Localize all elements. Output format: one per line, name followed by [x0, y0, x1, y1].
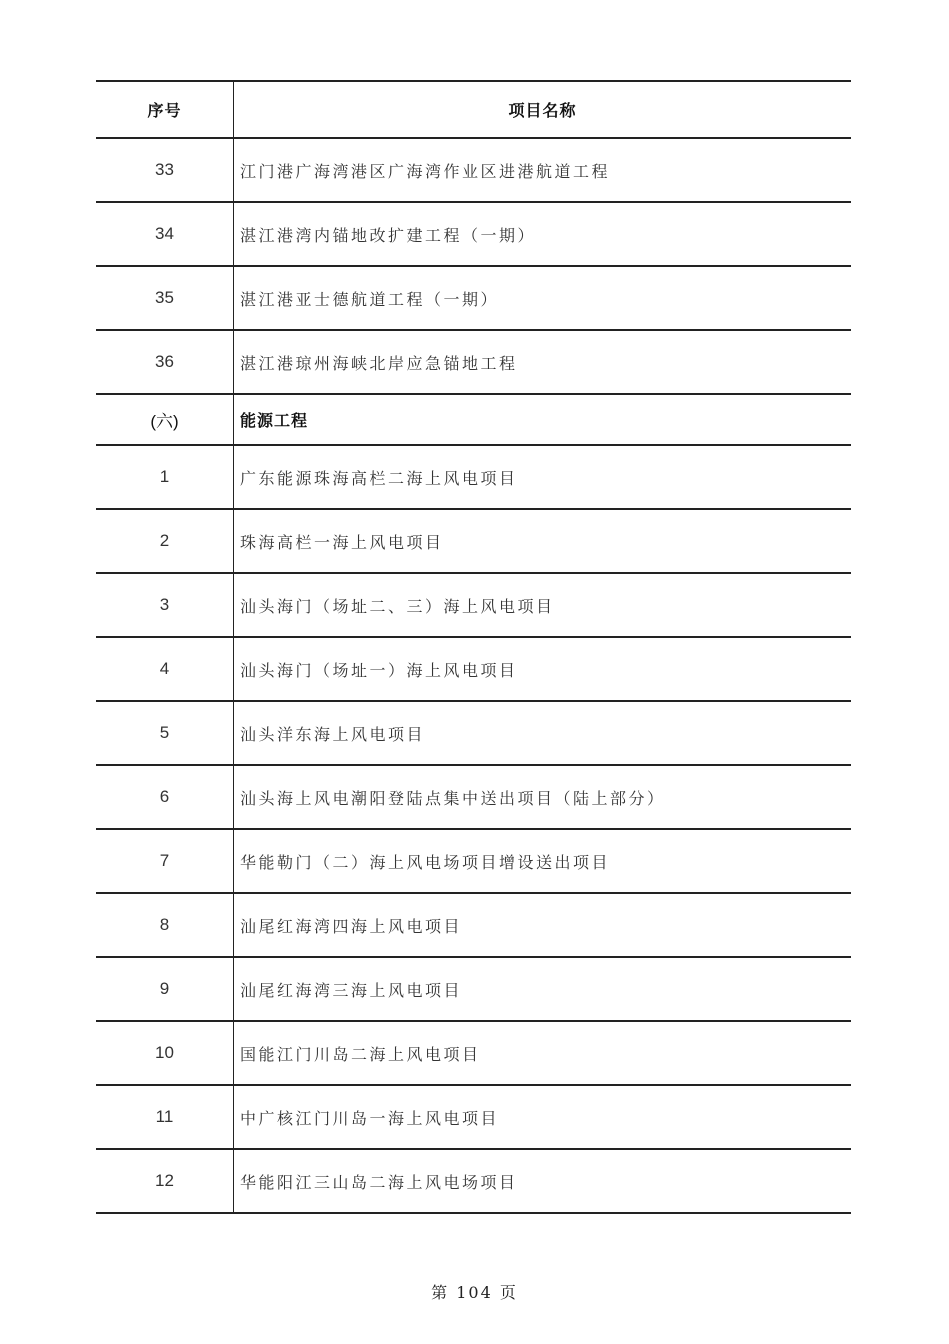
project-table — [96, 80, 851, 1214]
row-number: 1 — [96, 446, 234, 508]
row-name: 汕头洋东海上风电项目 — [240, 724, 426, 744]
row-number: 34 — [96, 203, 234, 265]
table-header-row — [96, 82, 851, 139]
row-number: 8 — [96, 894, 234, 956]
table-row — [96, 1150, 851, 1214]
section-row — [96, 395, 851, 446]
table-row — [96, 203, 851, 267]
row-name: 中广核江门川岛一海上风电项目 — [240, 1108, 500, 1128]
table-row — [96, 510, 851, 574]
row-name: 汕尾红海湾四海上风电项目 — [240, 916, 463, 936]
row-name: 江门港广海湾港区广海湾作业区进港航道工程 — [240, 161, 611, 181]
section-number: (六) — [96, 395, 234, 444]
row-number: 6 — [96, 766, 234, 828]
row-number: 35 — [96, 267, 234, 329]
row-name: 华能勒门（二）海上风电场项目增设送出项目 — [240, 852, 611, 872]
row-name: 汕头海上风电潮阳登陆点集中送出项目（陆上部分） — [240, 788, 666, 808]
table-row — [96, 958, 851, 1022]
table-row — [96, 830, 851, 894]
row-name: 汕头海门（场址一）海上风电项目 — [240, 660, 518, 680]
row-number: 33 — [96, 139, 234, 201]
table-row — [96, 702, 851, 766]
row-number: 12 — [96, 1150, 234, 1212]
row-name: 广东能源珠海高栏二海上风电项目 — [240, 468, 518, 488]
table-row — [96, 574, 851, 638]
row-number: 4 — [96, 638, 234, 700]
table-row — [96, 331, 851, 395]
row-number: 5 — [96, 702, 234, 764]
row-number: 11 — [96, 1086, 234, 1148]
table-row — [96, 267, 851, 331]
table-row — [96, 638, 851, 702]
table-row — [96, 894, 851, 958]
section-title: 能源工程 — [240, 411, 309, 430]
table-row — [96, 1022, 851, 1086]
table-row — [96, 1086, 851, 1150]
row-number: 2 — [96, 510, 234, 572]
table-row — [96, 766, 851, 830]
row-name: 汕尾红海湾三海上风电项目 — [240, 980, 463, 1000]
row-number: 3 — [96, 574, 234, 636]
row-name: 汕头海门（场址二、三）海上风电项目 — [240, 596, 555, 616]
row-number: 9 — [96, 958, 234, 1020]
row-number: 36 — [96, 331, 234, 393]
header-name: 项目名称 — [508, 101, 577, 120]
header-number: 序号 — [96, 82, 234, 137]
row-name: 珠海高栏一海上风电项目 — [240, 532, 444, 552]
row-number: 7 — [96, 830, 234, 892]
table-row — [96, 139, 851, 203]
row-number: 10 — [96, 1022, 234, 1084]
row-name: 华能阳江三山岛二海上风电场项目 — [240, 1172, 518, 1192]
row-name: 湛江港亚士德航道工程（一期） — [240, 289, 500, 309]
page-number: 第 104 页 — [431, 1283, 518, 1302]
row-name: 国能江门川岛二海上风电项目 — [240, 1044, 481, 1064]
row-name: 湛江港湾内锚地改扩建工程（一期） — [240, 225, 537, 245]
table-row — [96, 446, 851, 510]
row-name: 湛江港琼州海峡北岸应急锚地工程 — [240, 353, 518, 373]
